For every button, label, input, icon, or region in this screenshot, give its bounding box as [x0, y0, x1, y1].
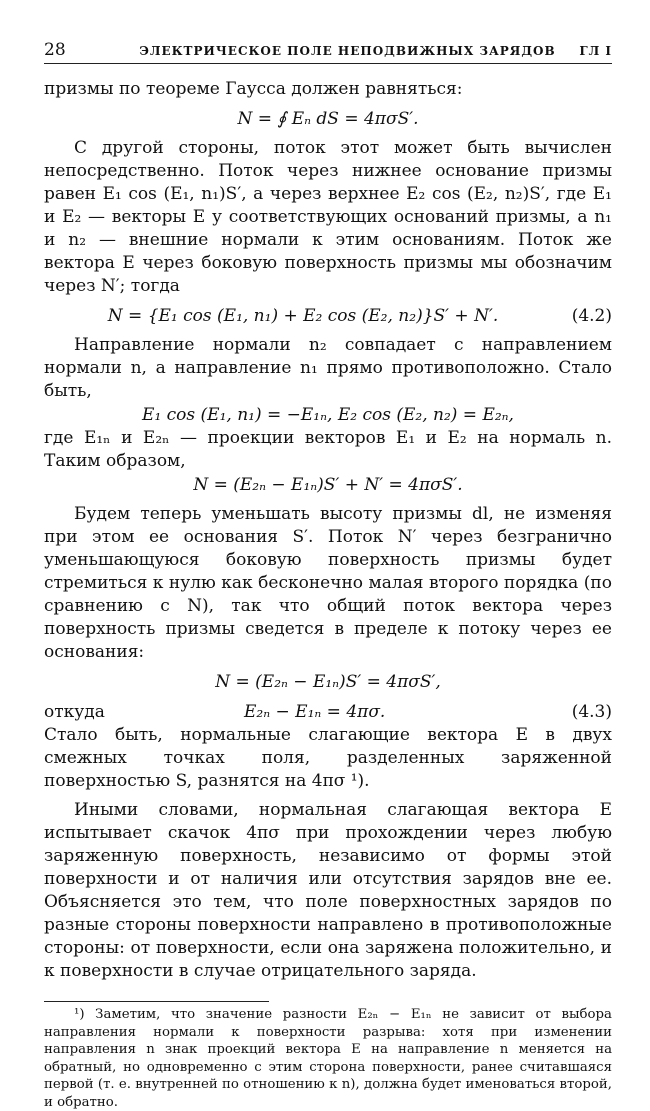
equation-gauss [44, 107, 612, 131]
paragraph-7: Иными словами, нормальная слагающая вектора E испытывает скачок 4πσ при прохождении через любую заряженную поверхность, независимо от формы этой поверхности и от наличия или отсутствия зарядов вне ее. Объясняется это тем, что поле поверхностных зарядов по разные стороны поверхности направлено в противоположные стороны: от поверхности, если она заряжена положительно, и к поверхности в случае отрицательного заряда. [44, 800, 612, 981]
paragraph-4: где E₁ₙ и E₂ₙ — проекции векторов E₁ и E₂ на нормаль n. Таким образом, [44, 428, 612, 471]
equation-4-3-expr: E₂ₙ − E₁ₙ = 4πσ. [244, 702, 386, 722]
page-number: 28 [44, 40, 66, 60]
equation-projections [44, 403, 612, 427]
equation-projections-expr: E₁ cos (E₁, n₁) = −E₁ₙ, E₂ cos (E₂, n₂) = E₂ₙ, [142, 405, 514, 425]
equation-4-2 [44, 304, 612, 328]
equation-sum-expr: N = (E₂ₙ − E₁ₙ)S′ + N′ = 4πσS′. [193, 475, 463, 495]
equation-4-2-expr: N = {E₁ cos (E₁, n₁) + E₂ cos (E₂, n₂)}S′ + N′. [107, 306, 499, 326]
footnote: ¹) Заметим, что значение разности E₂ₙ − E₁ₙ не зависит от выбора направления нормали к поверхности разрыва: хотя при изменении направления n знак проекций вектора E на направление n меняется на обратный, но одновременно с этим сторона поверхности, ранее считавшаяся первой (т. е. внутренней по отношению к n), должна будет именоваться второй, и обратно. [44, 1007, 612, 1110]
equation-gauss-expr: N = ∮ Eₙ dS = 4πσS′. [237, 109, 419, 129]
book-page [44, 40, 612, 1111]
otkuda-word: откуда [44, 702, 105, 722]
equation-4-2-tag: (4.2) [571, 306, 612, 326]
footnote-rule [44, 1001, 269, 1002]
equation-4-3 [44, 700, 612, 724]
equation-limit [44, 670, 612, 694]
running-header [44, 40, 612, 64]
paragraph-3: Направление нормали n₂ совпадает с направлением нормали n, а направление n₁ прямо противоположно. Стало быть, [44, 335, 612, 401]
paragraph-1: призмы по теореме Гаусса должен равняться: [44, 79, 463, 99]
running-title: ЭЛЕКТРИЧЕСКОЕ ПОЛЕ НЕПОДВИЖНЫХ ЗАРЯДОВ [139, 44, 556, 58]
paragraph-5: Будем теперь уменьшать высоту призмы dl, не изменяя при этом ее основания S′. Поток N′ через безгранично уменьшающуюся боковую поверхность призмы будет стремиться к нулю как бесконечно малая второго порядка (по сравнению с N), так что общий поток вектора через поверхность призмы сведется в пределе к потоку через ее основания: [44, 504, 612, 662]
paragraph-6: Стало быть, нормальные слагающие вектора E в двух смежных точках поля, разделенных заряженной поверхностью S, разнятся на 4πσ ¹). [44, 725, 612, 791]
equation-sum [44, 473, 612, 497]
equation-4-3-tag: (4.3) [571, 702, 612, 722]
equation-limit-expr: N = (E₂ₙ − E₁ₙ)S′ = 4πσS′, [215, 672, 441, 692]
paragraph-2: С другой стороны, поток этот может быть вычислен непосредственно. Поток через нижнее основание призмы равен E₁ cos (E₁, n₁)S′, а через верхнее E₂ cos (E₂, n₂)S′, где E₁ и E₂ — векторы E у соответствующих оснований призмы, а n₁ и n₂ — внешние нормали к этим основаниям. Поток же вектора E через боковую поверхность призмы мы обозначим через N′; тогда [44, 138, 612, 296]
chapter-label: ГЛ I [579, 44, 612, 58]
